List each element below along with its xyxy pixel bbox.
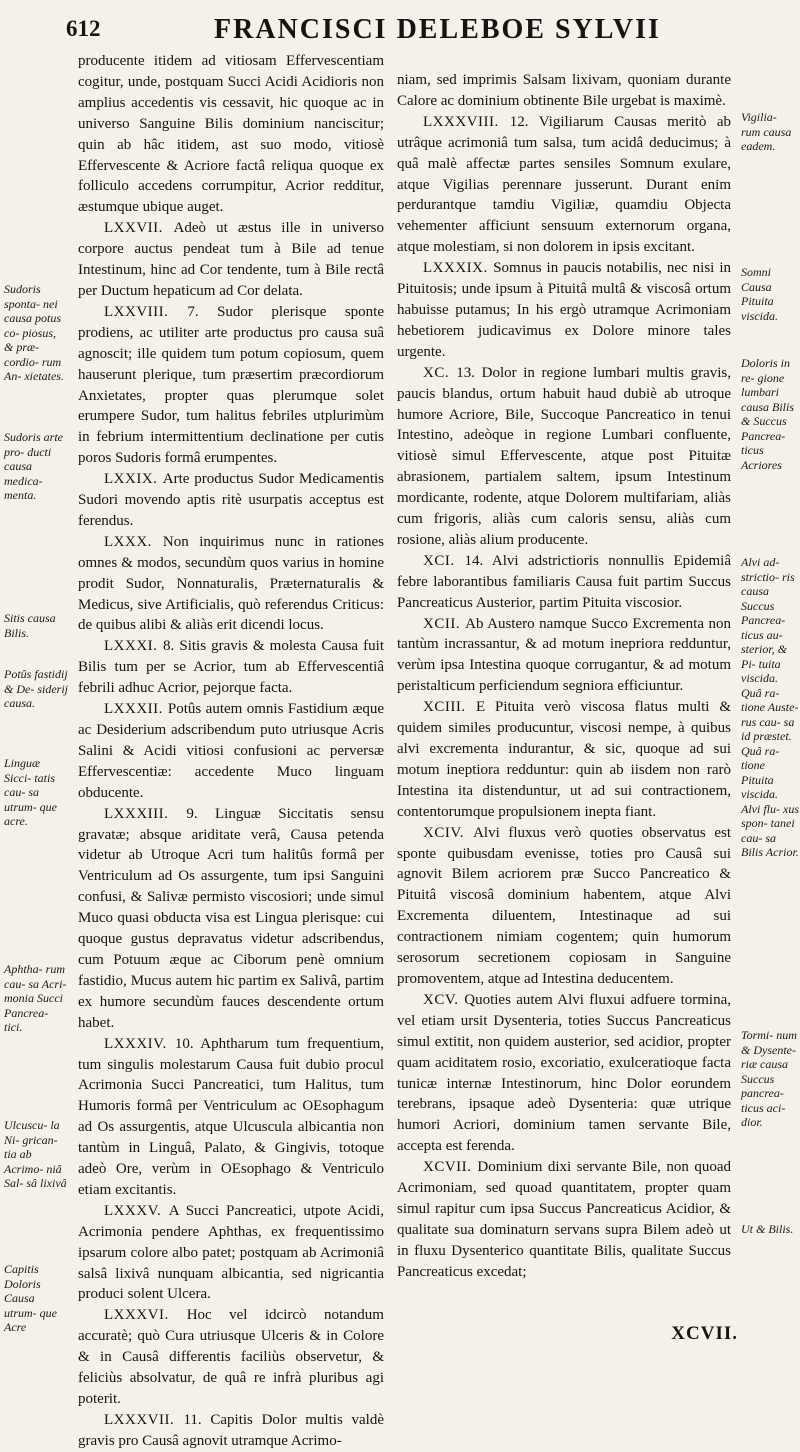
paragraph-text: niam, sed imprimis Salsam lixivam, quoniam durante Calore ac dominium obtinente Bile urgebat is maximè. xyxy=(397,72,731,109)
paragraph-text: Potûs autem omnis Fastidium æque ac Desiderium adscribendum puto utriusque Acris Salini & Acidi vitiosi confusioni ac perversæ Effervescentiæ: accedente Muco linguam obducente. xyxy=(78,701,384,801)
paragraph xyxy=(78,699,384,804)
paragraph-text: Hoc vel idcircò notandum accuratè; quò Cura utriusque Ulceris & in Colore & in Causâ differentis faciliùs observetur, & feliciùs absolvatur, de quâ re infrà pluribus agi poterit. xyxy=(78,1307,384,1407)
margin-note: Doloris in re- gione lumbari causa Bilis & Succus Pancrea- ticus Acriores xyxy=(741,356,794,472)
paragraph xyxy=(397,614,731,698)
section-number: LXXXIII. xyxy=(104,805,187,822)
section-number: LXXXI. xyxy=(104,638,164,655)
paragraph xyxy=(397,1157,731,1282)
catchword: XCVII. xyxy=(671,1323,738,1344)
section-number: LXXXIX. xyxy=(423,260,494,277)
margin-note: Capitis Doloris Causa utrum- que Acre xyxy=(4,1262,57,1334)
margin-note: Sudoris arte pro- ducti causa medica- menta. xyxy=(4,430,64,502)
margin-note: Aphtha- rum cau- sa Acri- monia Succi Pancrea- tici. xyxy=(4,962,67,1034)
paragraph-text: 8. Sitis gravis & molesta Causa fuit Bilis tum per se Acrior, tum ab Effervescentiâ febrili adhuc Acrior, pejorque facta. xyxy=(78,638,385,697)
section-number: LXXXII. xyxy=(104,701,168,718)
section-number: LXXXIV. xyxy=(104,1035,175,1052)
paragraph-text: 14. Alvi adstrictioris nonnullis Epidemiâ febre laborantibus familiaris Causa fuit partim Succus Pancreaticus Austerior, partim Pituita viscosior. xyxy=(397,552,731,611)
paragraph-text: 13. Dolor in regione lumbari multis gravis, paucis blandus, ortum habuit haud dubiè ab utroque humore Acriore, Bile, Succoque Pancreatico in tenui Intestino, adeòque in regione Lumbari confluente, vitiosè simul Effervescente, atque post Pituitæ abrasionem, partialem saltem, ipsum Intestinum mordicante, rodente, atque Dolorem multifariam, aliàs cum frigoris, aliàs cum caloris sensu, aliàs cum rosione, aliàs alium producente. xyxy=(397,364,731,548)
margin-note: Ut & Bilis. xyxy=(741,1222,794,1236)
paragraph-text: 9. Linguæ Siccitatis sensu gravatæ; absque ariditate verâ, Causa petenda videtur ab Utroque Acri tum halitûs formâ per Ventriculum ad Os assurgente, tum ipsi Sanguini confusi, & Salivæ permisto viscosiori; unde simul Muco quasi obducta visa est Lingua plerisque: cui quoque gustus depravatus videtur adscribendus, cum Potuum æque ac Ciborum penè omnium fastidio, Mucus autem hic partim ex Salivâ, partim ex humore secundùm fauces descendente ortum habet. xyxy=(78,805,384,1031)
paragraph-text: 12. Vigiliarum Causas meritò ab utrâque acrimoniâ tum salsa, tum acidâ deducimus; à quâ malè affectæ partes sensiles Somnum exulare, atque Vigilias perennare jusserunt. Durant enim perdurantque tamdiu Vigiliæ, quamdiu Objecta vehementer afficiunt sensuum externorum organa, atque molestiam, si non dolorem in ipsis excitant. xyxy=(397,113,731,256)
margin-note: Sudoris sponta- nei causa potus co- piosus, & præ- cordio- rum An- xietates. xyxy=(4,282,64,383)
paragraph xyxy=(397,112,731,258)
paragraph xyxy=(78,1201,384,1306)
section-number: LXXIX. xyxy=(104,471,163,488)
section-number: XCIII. xyxy=(423,699,476,716)
margin-note: Somni Causa Pituita viscida. xyxy=(741,265,778,323)
margin-note: Vigilia- rum causa eadem. xyxy=(741,110,792,153)
section-number: LXXXV. xyxy=(104,1202,169,1219)
page-header xyxy=(66,14,780,48)
paragraph xyxy=(78,636,384,699)
paragraph-text: Arte productus Sudor Medicamentis Sudori movendo aptis ritè usurpatis acceptus est ferendus. xyxy=(78,471,385,529)
section-number: XC. xyxy=(423,364,457,381)
section-number: XCI. xyxy=(423,552,465,569)
paragraph xyxy=(397,990,731,1157)
margin-note: Linguæ Sicci- tatis cau- sa utrum- que acre. xyxy=(4,756,57,828)
margin-note: Alvi ad- strictio- ris causa Succus Pancrea- ticus au- sterior, & Pi- tuita viscida. Quâ ra- tione Auste- rus cau- sa id præstet. Quâ ra- tione Pituita viscida. Alvi flu- xus spon- tanei cau- sa Bilis Acrior. xyxy=(741,555,799,859)
paragraph-text: E Pituita verò viscosa flatus multi & quidem similes producuntur, viscosi nempe, à quibus alvi excrementa indurantur, & sic, quoque ad sui motum ineptiora redduntur: quin ab iisdem non rarò Intestina ita distenduntur, ut ad sui contractionem, contentorumque propulsionem inepta fiant. xyxy=(397,699,731,820)
paragraph-text: Alvi fluxus verò quoties observatus est sponte quibusdam evenisse, toties pro Causâ sui agnovit Bilem acriorem præ Succo Pancreatico & Pituitâ viscosâ dominium habentem, atque Alvi Excrementa diluentem, Intestinaque ad sui contractionem nimiam cogentem; quin humorum serosorum secretionem copiosam in Sanguine promoventem, atque ad Intestina deducentem. xyxy=(397,824,731,987)
section-number: XCII. xyxy=(423,615,466,632)
page-number: 612 xyxy=(66,16,101,41)
paragraph-text: Ab Austero namque Succo Excrementa non tantùm incrassantur, & ad motum inepriora redduntur, verùm ipsa Intestina quoque corrugantur, & ad motum peristalticum perficiendum segniora efficiuntur. xyxy=(397,615,731,695)
section-number: LXXXVII. xyxy=(104,1411,184,1428)
paragraph xyxy=(78,218,384,302)
section-number: XCV. xyxy=(423,991,465,1008)
paragraph-text: 11. Capitis Dolor multis valdè gravis pro Causâ agnovit utramque Acrimo- xyxy=(78,1411,384,1449)
section-number: LXXXVI. xyxy=(104,1307,187,1324)
margin-note: Sitis causa Bilis. xyxy=(4,611,56,640)
paragraph-text: Dominium dixi servante Bile, non quoad Acrimoniam, sed quoad quantitatem, propter quam simul rapitur cum ipsa Succus Pancreaticus Acidior, & qualitate sua dominaturn servans supra Bilem adeò ut in fluxu Dysenterico quantitate Bilis, qualitate Succus Pancreaticus excedat; xyxy=(397,1159,731,1280)
section-number: XCIV. xyxy=(423,824,474,841)
margin-note: Tormi- num & Dysente- riæ causa Succus pancrea- ticus aci- dior. xyxy=(741,1028,797,1129)
paragraph-text: A Succi Pancreatici, utpote Acidi, Acrimonia pendere Aphthas, ex frequentissimo ipsarum colore albo patet; postquam ab Acrimoniâ salsâ lixivâ nunquam albicantia, sed nigricantia produci solent Ulcera. xyxy=(78,1202,385,1303)
section-number: XCVII. xyxy=(423,1159,478,1176)
running-head: FRANCISCI DELEBOE SYLVII xyxy=(214,14,661,45)
paragraph xyxy=(78,532,384,637)
paragraph xyxy=(397,258,731,363)
paragraph xyxy=(397,70,731,112)
right-text-column xyxy=(397,70,731,1283)
paragraph-text: 10. Aphtharum tum frequentium, tum singulis molestarum Causa fuit dubio procul Acrimonia Succi Pancreatici, tum Halitus, tum Humoris formâ per Ventriculum ac OEsophagum ad Os assurgentis, atque Ulcuscula albicantia non tantùm in Linguâ, Palato, & Gingivis, totoque adeò Ore, verùm in OEsophago & Ventriculo etiam excitantis. xyxy=(78,1035,384,1198)
paragraph-text: Non inquirimus nunc in rationes omnes & modos, secundùm quos varius in homine prodit Sudor, Nonnaturalis, Præternaturalis & Medicus, sive Artificialis, quò referendus Criticus: de quibus alibi & aliàs erit dicendi locus. xyxy=(78,533,384,634)
paragraph xyxy=(78,1034,384,1201)
margin-note: Potûs fastidij & De- siderij causa. xyxy=(4,667,68,710)
paragraph xyxy=(78,1305,384,1410)
left-text-column xyxy=(78,51,384,1452)
paragraph xyxy=(78,1410,384,1452)
paragraph-text: Quoties autem Alvi fluxui adfuere tormina, vel etiam ursit Dysenteria, toties Succus Pancreaticus simul extitit, non quidem austerior, sed acidior, propter quam aciditatem rosio, excoriatio, exulceratioque facta tunicæ internæ Intestinorum, hinc Dolor eorundem terebrans, ipsaque adeò Dysenteria: quæ utrique humori Acriori, dominium tamen servante Bile, accepta est ferenda. xyxy=(397,991,731,1155)
paragraph xyxy=(397,363,731,551)
paragraph xyxy=(397,697,731,822)
margin-note: Ulcuscu- la Ni- grican- tia ab Acrimo- niâ Sal- sâ lixivâ xyxy=(4,1118,67,1190)
section-number: LXXX. xyxy=(104,533,163,550)
paragraph xyxy=(78,302,384,469)
paragraph-text: producente itidem ad vitiosam Effervescentiam cogitur, unde, postquam Succi Acidi Acidioris non amplius accedentis vis cessavit, hic quoque ac in universo Sanguine Bilis dominium nanciscitur; quin ab hâc itidem, ast suo modo, vitiosè Effervescente & Acriore factâ reliqua quoque ex folliculo accedens corrumpitur, Acrior redditur, æstumque ubique auget. xyxy=(78,53,384,216)
paragraph-text: Adeò ut æstus ille in universo corpore auctus pendeat tum à Bile ad tenue Intestinum, hinc ad Cor tendente, tum à Bile rectâ per Ductum hepaticum ad Cor delata. xyxy=(78,220,384,299)
section-number: LXXVIII. xyxy=(104,303,188,320)
paragraph-text: Somnus in paucis notabilis, nec nisi in Pituitosis; unde ipsum à Pituitâ multâ & viscosâ ortum habuisse putamus; In his ergò utramque Acrimoniam hebetiorem judicavimus ex Dolore minore tales urgente. xyxy=(397,260,731,360)
section-number: LXXXVIII. xyxy=(423,113,510,130)
paragraph xyxy=(397,823,731,990)
paragraph xyxy=(78,469,384,532)
section-number: LXXVII. xyxy=(104,220,174,237)
paragraph-text: 7. Sudor plerisque sponte prodiens, ac utiliter arte productus pro causa suâ agnoscit; ille quidem tum potum copiosum, quem hauserunt plerique, tum præsertim præcordiorum Anxietates, propter quas plerumque solet erumpere Sudor, tum halitus febriles utplurimùm in febrium intermittentium declinatione per cutis poros Sudoris formâ erumpentes. xyxy=(78,303,385,467)
paragraph xyxy=(78,51,384,218)
paragraph xyxy=(78,804,384,1034)
paragraph xyxy=(397,551,731,614)
